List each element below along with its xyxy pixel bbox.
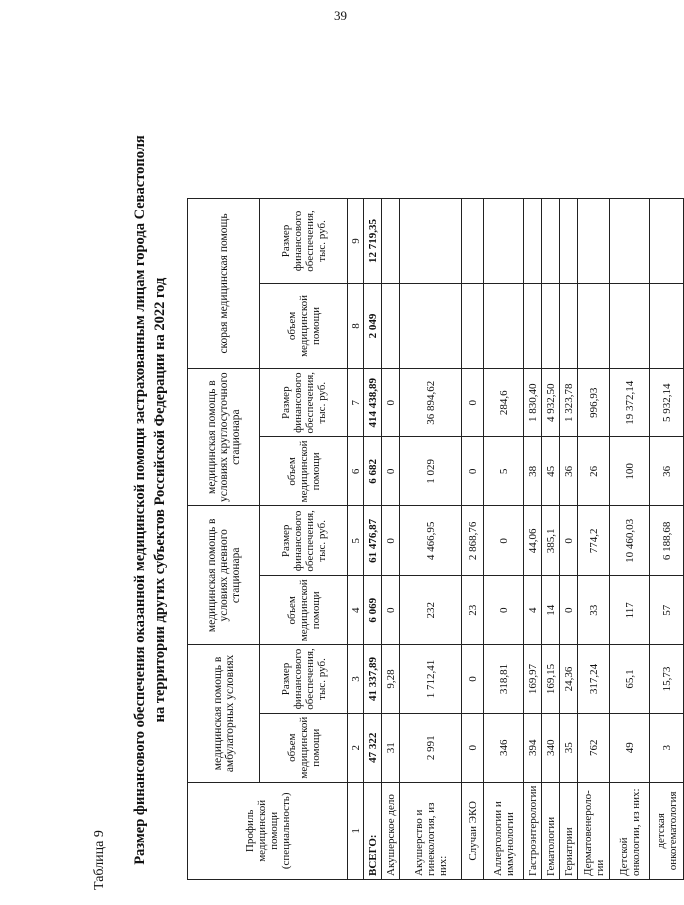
cell-value: 385,1 [542, 506, 560, 576]
row-profile: Гериатрии [560, 782, 578, 879]
cell-value [400, 198, 462, 283]
column-number: 3 [348, 645, 364, 713]
cell-value: 19 372,14 [610, 368, 650, 436]
column-number: 9 [348, 198, 364, 283]
cell-value: 38 [524, 437, 542, 506]
cell-value: 57 [650, 576, 684, 645]
table-row [542, 198, 560, 879]
cell-value [400, 283, 462, 368]
cell-value: 23 [462, 576, 484, 645]
cell-value: 3 [650, 713, 684, 782]
header-amount: Размер финансового обеспечения, тыс. руб. [260, 198, 348, 283]
cell-value: 284,6 [484, 368, 524, 436]
cell-value [484, 198, 524, 283]
table-row-total [364, 198, 382, 879]
cell-value: 12 719,35 [364, 198, 382, 283]
cell-value: 41 337,89 [364, 645, 382, 713]
header-profile: Профиль медицинской помощи (специальность) [188, 782, 348, 879]
cell-value: 36 [650, 437, 684, 506]
cell-value [462, 198, 484, 283]
column-number: 4 [348, 576, 364, 645]
cell-value: 2 991 [400, 713, 462, 782]
cell-value: 26 [578, 437, 610, 506]
column-number: 2 [348, 713, 364, 782]
cell-value: 10 460,03 [610, 506, 650, 576]
cell-value: 0 [484, 576, 524, 645]
cell-value: 6 188,68 [650, 506, 684, 576]
cell-value: 33 [578, 576, 610, 645]
column-number: 8 [348, 283, 364, 368]
cell-value: 232 [400, 576, 462, 645]
header-amount: Размер финансового обеспечения, тыс. руб. [260, 368, 348, 436]
cell-value [382, 198, 400, 283]
cell-value [462, 283, 484, 368]
header-volume: объем медицинской помощи [260, 437, 348, 506]
cell-value [524, 283, 542, 368]
cell-value: 31 [382, 713, 400, 782]
cell-value: 4 [524, 576, 542, 645]
cell-value [542, 283, 560, 368]
cell-value [578, 283, 610, 368]
row-profile: Акушерство и гинекология, из них: [400, 782, 462, 879]
cell-value: 0 [382, 368, 400, 436]
table-row [400, 198, 462, 879]
cell-value: 340 [542, 713, 560, 782]
title-line-2: на территории других субъектов Российской Федерации на 2022 год [152, 277, 168, 723]
header-volume: объем медицинской помощи [260, 713, 348, 782]
cell-value [578, 198, 610, 283]
column-number: 1 [348, 782, 364, 879]
cell-value: 2 049 [364, 283, 382, 368]
cell-value: 65,1 [610, 645, 650, 713]
cell-value: 1 323,78 [560, 368, 578, 436]
cell-value [382, 283, 400, 368]
cell-value: 36 894,62 [400, 368, 462, 436]
table-row [560, 198, 578, 879]
cell-value: 0 [560, 506, 578, 576]
row-profile: Дерматовенероло-гии [578, 782, 610, 879]
row-profile: Акушерское дело [382, 782, 400, 879]
cell-value: 45 [542, 437, 560, 506]
table-row [524, 198, 542, 879]
cell-value: 0 [462, 368, 484, 436]
table-title [130, 110, 170, 890]
cell-value: 1 830,40 [524, 368, 542, 436]
cell-value: 24,36 [560, 645, 578, 713]
cell-value: 0 [484, 506, 524, 576]
header-group-day-hospital: медицинская помощь в условиях дневного стационара [188, 506, 260, 645]
table-row [650, 198, 684, 879]
cell-value: 36 [560, 437, 578, 506]
column-number: 6 [348, 437, 364, 506]
column-number: 5 [348, 506, 364, 576]
cell-value: 346 [484, 713, 524, 782]
cell-value: 100 [610, 437, 650, 506]
cell-value: 9,28 [382, 645, 400, 713]
cell-value [610, 198, 650, 283]
column-number: 7 [348, 368, 364, 436]
cell-value: 318,81 [484, 645, 524, 713]
cell-value: 0 [462, 713, 484, 782]
cell-value: 1 029 [400, 437, 462, 506]
cell-value [560, 198, 578, 283]
cell-value: 117 [610, 576, 650, 645]
cell-value [484, 283, 524, 368]
header-volume: объем медицинской помощи [260, 283, 348, 368]
cell-value [650, 198, 684, 283]
rotated-page-content [92, 20, 679, 890]
row-profile: детская онкогематология [650, 782, 684, 879]
cell-value: 0 [382, 437, 400, 506]
cell-value: 1 712,41 [400, 645, 462, 713]
table-row [610, 198, 650, 879]
cell-value: 169,15 [542, 645, 560, 713]
header-group-round-the-clock: медицинская помощь в условиях круглосуточного стационара [188, 368, 260, 505]
header-amount: Размер финансового обеспечения, тыс. руб. [260, 645, 348, 713]
table-row [382, 198, 400, 879]
table-row [484, 198, 524, 879]
cell-value: 0 [560, 576, 578, 645]
row-profile: Аллергологии и иммунологии [484, 782, 524, 879]
row-profile: ВСЕГО: [364, 782, 382, 879]
cell-value: 6 069 [364, 576, 382, 645]
cell-value: 0 [462, 645, 484, 713]
cell-value: 414 438,89 [364, 368, 382, 436]
table-row [578, 198, 610, 879]
row-profile: Гастроэнтерологии [524, 782, 542, 879]
cell-value: 0 [462, 437, 484, 506]
table-row [462, 198, 484, 879]
row-profile: Детской онкологии, из них: [610, 782, 650, 879]
cell-value [524, 198, 542, 283]
cell-value: 14 [542, 576, 560, 645]
cell-value: 5 [484, 437, 524, 506]
cell-value: 2 868,76 [462, 506, 484, 576]
cell-value [560, 283, 578, 368]
cell-value: 0 [382, 506, 400, 576]
cell-value: 44,06 [524, 506, 542, 576]
header-group-ambulatory: медицинская помощь в амбулаторных условиях [188, 645, 260, 782]
title-line-1: Размер финансового обеспечения оказанной медицинской помощи застрахованным лицам города Севастополя [132, 135, 148, 865]
cell-value: 317,24 [578, 645, 610, 713]
cell-value: 4 466,95 [400, 506, 462, 576]
cell-value: 169,97 [524, 645, 542, 713]
cell-value [610, 283, 650, 368]
cell-value: 49 [610, 713, 650, 782]
cell-value: 4 932,50 [542, 368, 560, 436]
cell-value: 0 [382, 576, 400, 645]
table-label: Таблица 9 [92, 830, 107, 890]
header-amount: Размер финансового обеспечения, тыс. руб. [260, 506, 348, 576]
cell-value: 15,73 [650, 645, 684, 713]
cell-value: 996,93 [578, 368, 610, 436]
cell-value: 6 682 [364, 437, 382, 506]
row-profile: Случаи ЭКО [462, 782, 484, 879]
cell-value [650, 283, 684, 368]
cell-value: 394 [524, 713, 542, 782]
cell-value: 762 [578, 713, 610, 782]
cell-value: 35 [560, 713, 578, 782]
page-number: 39 [334, 8, 347, 23]
cell-value: 5 932,14 [650, 368, 684, 436]
financing-table [187, 198, 684, 880]
cell-value: 61 476,87 [364, 506, 382, 576]
row-profile: Гематологии [542, 782, 560, 879]
header-group-emergency: скорая медицинская помощь [188, 198, 260, 368]
header-volume: объем медицинской помощи [260, 576, 348, 645]
cell-value: 47 322 [364, 713, 382, 782]
cell-value: 774,2 [578, 506, 610, 576]
cell-value [542, 198, 560, 283]
